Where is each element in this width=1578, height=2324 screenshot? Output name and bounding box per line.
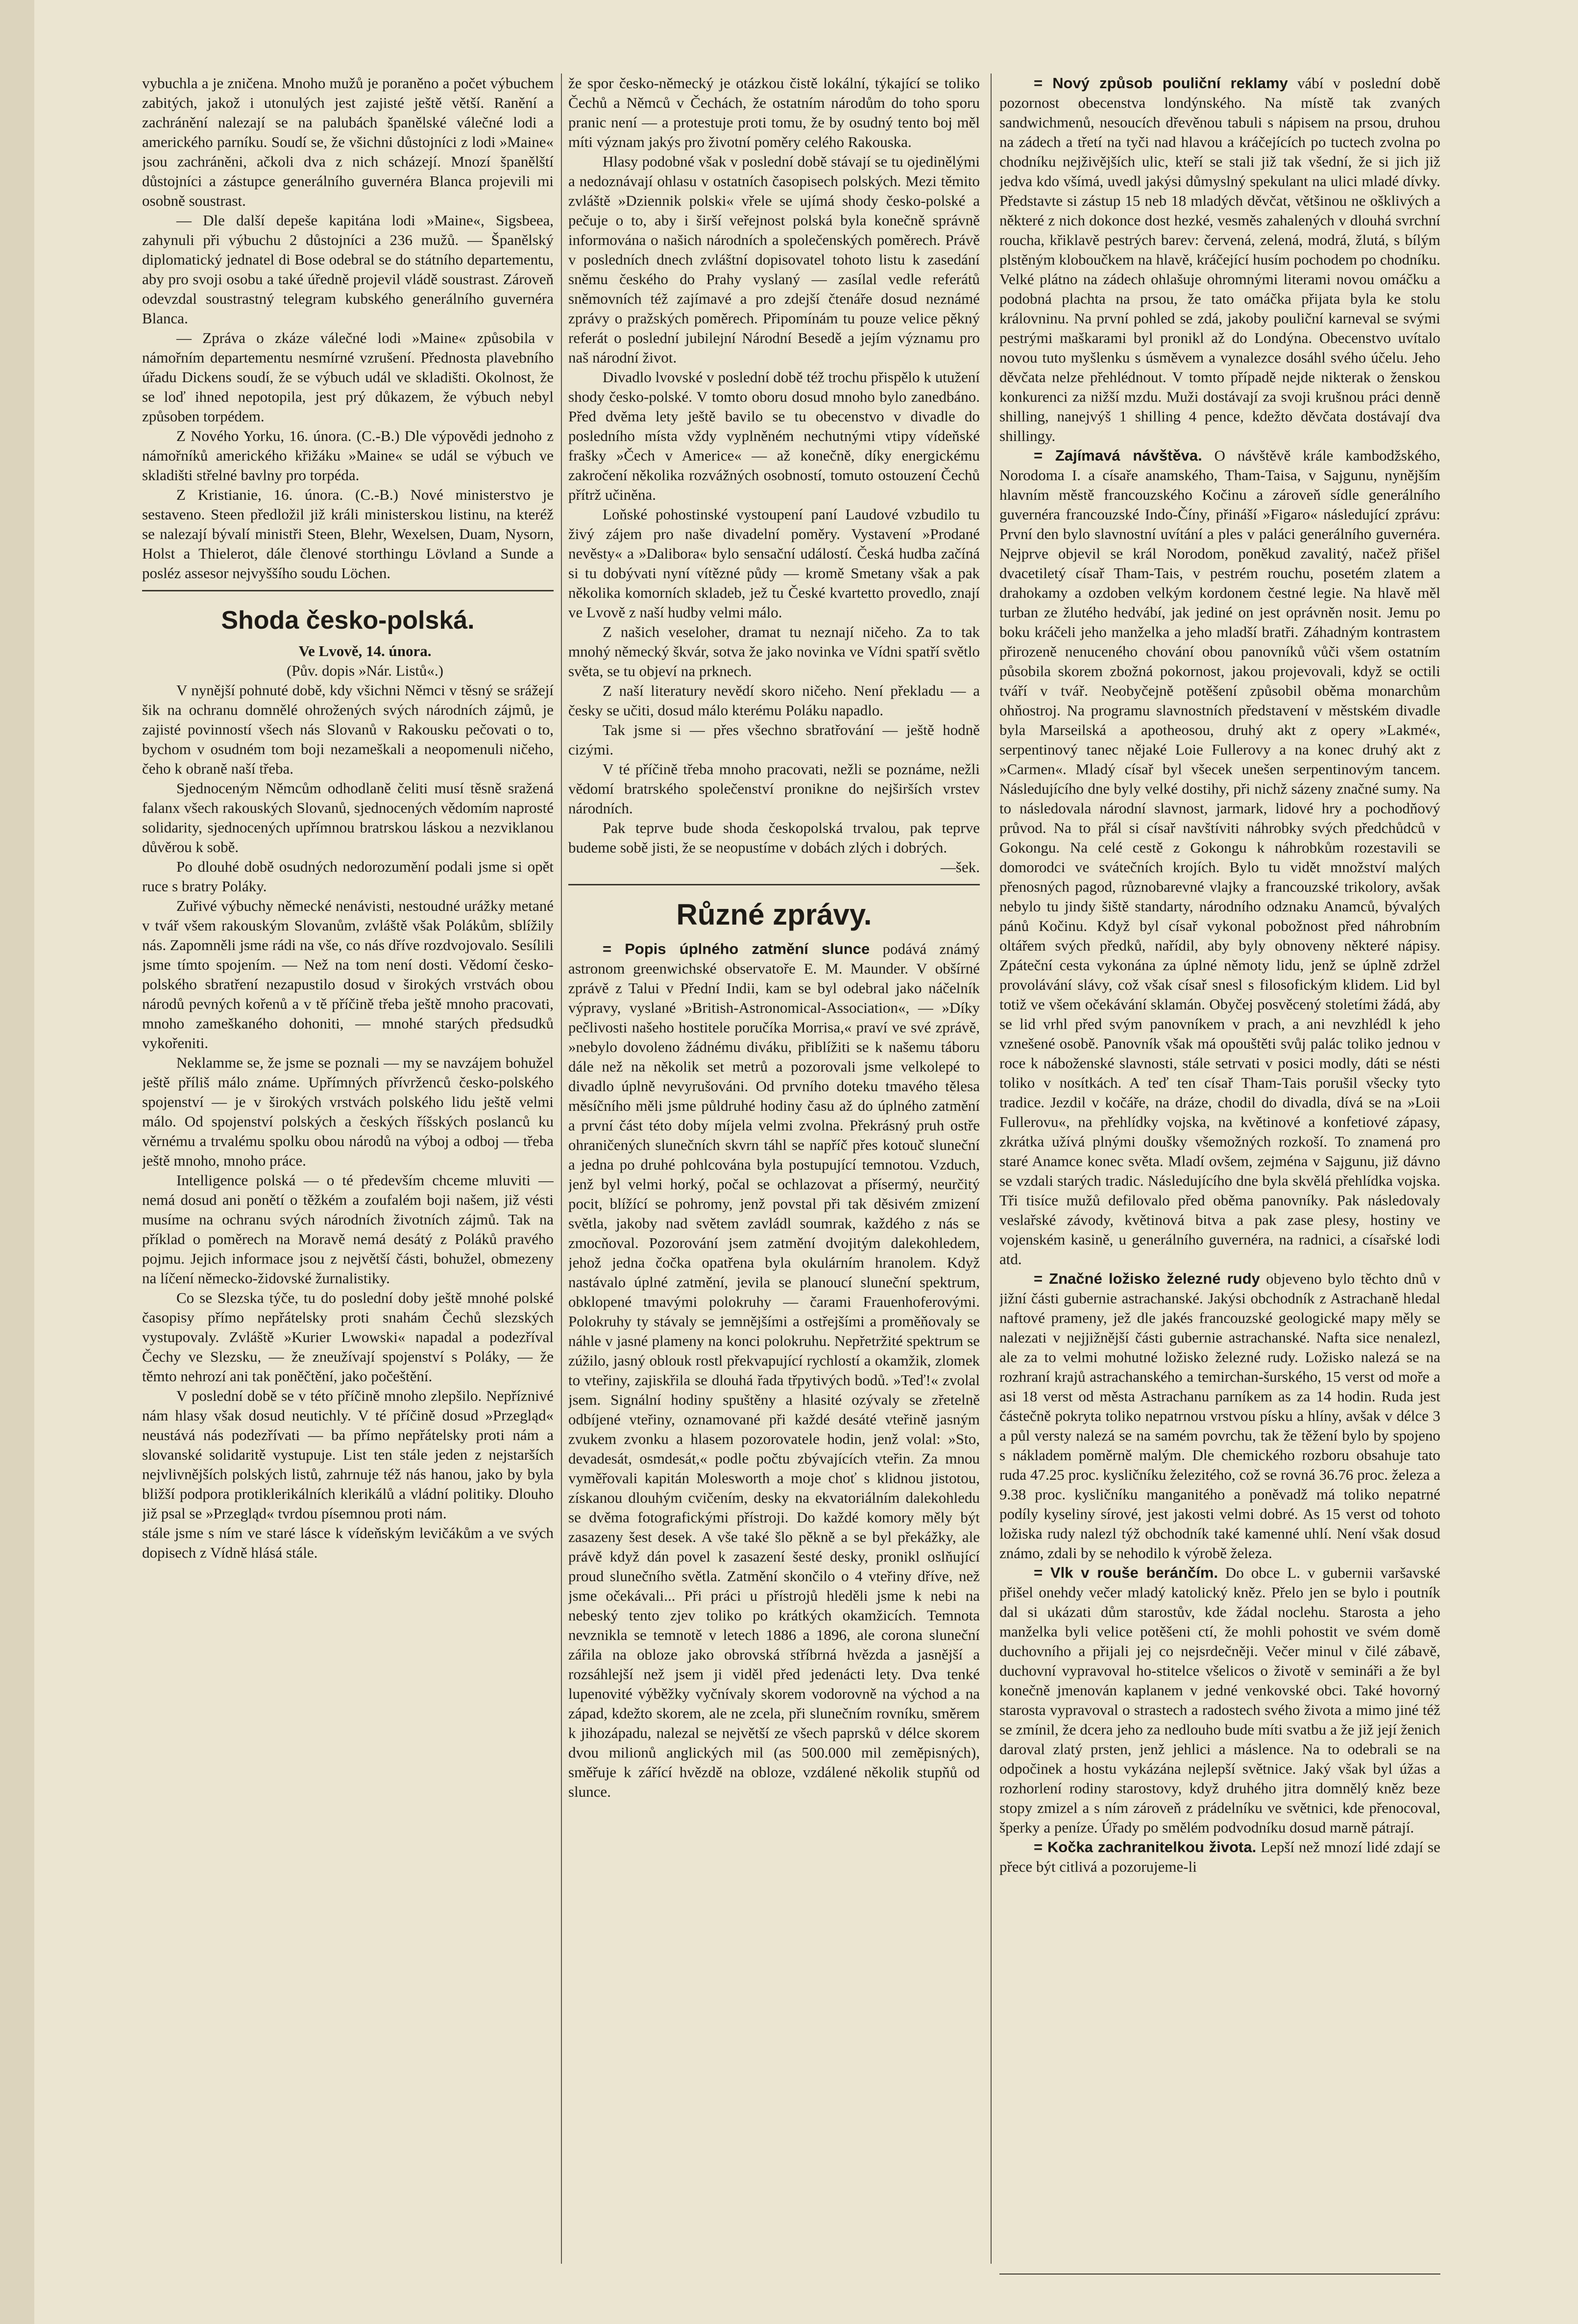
paragraph: Loňské pohostinské vystoupení paní Laudové vzbudilo tu živý zájem pro naše divadelní poměry. Vystavení »Prodané nevěsty« a »Dalibora« bylo sensační událostí. Česká hudba začíná si tu dobývati nyní vítězné půdy — kromě Smetany však a pak několika komorních skladeb, jež tu České kvartetto provedlo, znají ve Lvově z naší hudby velmi málo. bbox=[568, 506, 980, 621]
paragraph: Hlasy podobné však v poslední době stávají se tu ojedinělými a nedoznávají ohlasu v ostatních časopisech polských. Mezi těmito zvláště »Dziennik polski« vřele se ujímá shody česko-polské a pečuje o to, aby i širší veřejnost polská byla konečně správně informována o našich národních a společenských poměrech. Právě v posledních dnech zvláštní dopisovatel tohoto listu k zasedání sněmu českého do Prahy vyslaný — zasílal vedle referátů sněmovních též zajímavé a pro zdejší čtenáře dosud neznámé zprávy o pražských poměrech. Připomínám tu pouze velice pěkný referát o poslední jubilejní Národní Besedě a jejím významu pro naš národní život. bbox=[568, 153, 980, 366]
separator bbox=[142, 590, 554, 591]
news-item bbox=[999, 1563, 1440, 1837]
paragraph: Z našich veseloher, dramat tu neznají ničeho. Za to tak mnohý německý škvár, sotva že jako novinka ve Vídni spatří světlo světa, se tu objeví na prknech. bbox=[568, 623, 980, 680]
news-item-title: = Značné ložisko železné rudy bbox=[1034, 1270, 1260, 1287]
paragraph: V té příčině třeba mnoho pracovati, nežli se poznáme, nežli vědomí bratrského společenství pronikne do nejširších vrstev národních. bbox=[568, 760, 980, 817]
paragraph: Sjednoceným Němcům odhodlaně čeliti musí těsně sražená falanx všech rakouských Slovanů, sjednocených vědomím naprosté solidarity, sjednocených upřímnou bratrskou láskou a nezviklanou důvěrou k sobě. bbox=[142, 780, 554, 856]
news-item bbox=[999, 73, 1440, 446]
column-rule-2 bbox=[991, 73, 992, 2264]
page-edge bbox=[0, 0, 34, 2324]
article-heading: Shoda česko-polská. bbox=[221, 606, 475, 635]
paragraph: Divadlo lvovské v poslední době též trochu přispělo k utužení shody česko-polské. V tomto oboru dosud mnoho bylo zanedbáno. Před dvěma lety ještě bavilo se tu obecenstvo v divadle do posledního místa vždy vyplněném nechutnými vtipy vídeňské frašky »Čech v Americe« — až konečně, díky energickému zakročení několika rozvážných osobností, tomuto ostouzení Čechů přítrž učiněna. bbox=[568, 368, 980, 503]
paragraph: V poslední době se v této příčině mnoho zlepšilo. Nepříznivé nám hlasy však dosud neutichly. V té příčině dosud »Przegląd« neustává nás podezřívati — ba přímo nepřátelsky proti nám a slovanské solidaritě vystupuje. List ten stále jeden z nejstarších nejvlivnějších polských listů, zahrnuje též nás hanou, jako by byla bližší podpora protiklerikálních klerikálů a vládní politiky. Dlouho již psal se »Przegląd« tvrdou písemnou proti nám. bbox=[142, 1387, 554, 1522]
signature: —šek. bbox=[940, 858, 980, 876]
paragraph: Z Kristianie, 16. února. (C.-B.) Nové ministerstvo je sestaveno. Steen předložil již králi ministerskou listinu, na kteréž se nalezají bývalí ministři Steen, Blehr, Wexelsen, Duam, Nysorn, Holst a Thielerot, dále členové storthingu Lövland a Sunde a posléz assesor nejvyššího soudu Löchen. bbox=[142, 486, 554, 582]
news-item-title: = Popis úplného zatmění slunce bbox=[603, 940, 870, 957]
paragraph: Co se Slezska týče, tu do poslední doby ještě mnohé polské časopisy přímo nepřátelsky proti snahám Čechů slezských vystupovaly. Zvláště »Kurier Lwowski« napadal a podezříval Čechy ve Slezsku, — že zneužívají spojenství s Poláky, — že těmto nehrozí ani tak poněčtění, jako počeštění. bbox=[142, 1289, 554, 1385]
column-3 bbox=[999, 73, 1440, 2269]
news-item-title: = Kočka zachranitelkou života. bbox=[1034, 1838, 1257, 1856]
paragraph: Tak jsme si — přes všechno sbratřování — ještě hodně cizými. bbox=[568, 721, 980, 758]
news-item-title: = Zajímavá návštěva. bbox=[1034, 447, 1202, 464]
dateline: Ve Lvově, 14. února. bbox=[298, 642, 432, 660]
news-item bbox=[568, 939, 980, 1802]
paragraph: vybuchla a je zničena. Mnoho mužů je poraněno a počet výbuchem zabitých, jakož i utonulých jest zajisté ještě větší. Ranění a zachránění nalezají se na palubách španělské válečné lodi a amerického parníku. Soudí se, že všichni důstojníci z lodi »Maine« jsou zachráněni, ačkoli dva z nich scházejí. Mnozí španělští důstojníci a zástupce generálního guvernéra Blanca projevili mi osobně soustrast. bbox=[142, 74, 554, 209]
paragraph: V nynější pohnuté době, kdy všichni Němci v těsný se srážejí šik na ochranu domnělé ohrožených svých národních zájmů, je zajisté povinností všech nás Slovanů v Rakousku pečovati o to, bychom v osudném tom boji nezameškali a neopomenuli ničeho, čeho k obraně naší třeba. bbox=[142, 682, 554, 777]
news-item bbox=[999, 446, 1440, 1269]
news-item-text: podává známý astronom greenwichské observatoře E. M. Maunder. V obšírné zprávě z Talui v Přední Indii, kam se byl odebral jako náčelník výpravy, vyslané »British-Astronomical-Association«, — »Díky pečlivosti našeho hostitele poručíka Morrisa,« praví ve své zprávě, »nebylo dovoleno žádnému diváku, přiblížiti se k našemu táboru dále než na několik set metrů a pozorovali jsme velkolepé to divadlo úplně nevyrušováni. Od prvního doteku tmavého tělesa měsíčního měli jsme půldruhé hodiny času až do úplného zatmění a první část této doby míjela velmi zvolna. Překrásný pruh ostře ohraničených slunečních skvrn táhl se napříč přes kotouč sluneční a jedna po druhé pohlcována byla postupující temnotou. Vzduch, jenž byl velmi horký, počal se ochlazovat a přísermý, neurčitý pocit, blížící se pohromy, jenž povstal při tak děsivém zmizení světla, jakoby nad světem zavládl soumrak, každého z nás se zmocňoval. Pozorování jsem zatmění dvojitým dalekohledem, jehož jedna čočka opatřena byla okulárním hranolem. Když nastávalo úplné zatmění, jevila se planoucí sluneční spektrum, obklopené tmavými polokruhy — čarami Frauenhoferovými. Polokruhy ty stávaly se jemnějšími a ostřejšími a proměňovaly se náhle v jasné plameny na konci polokruhu. Nepřetržité spektrum se zúžilo, jasný oblouk rostl překvapující rychlostí a okamžik, zlomek to vteřiny, zajiskřila se dlouhá řada třpytivých bodů. »Teď!« zvolal jsem. Signální hodiny spuštěny a hlasité ozývaly se zřetelně odbíjené vteřiny, oznamované při každé desáté vteřině jasným zvukem zvonku a hlasem pozorovatele hodin, jenž volal: »Sto, devadesát, osmdesát,« podle počtu zbývajících vteřin. Za mnou vyměřovali kapitán Molesworth a moje choť s klidnou jistotou, získanou dlouhým cvičením, desky na ekvatoriálním dalekohledu se dvěma fotografickými přístroji. Do každé komory měly být zasazeny šest desek. A vše také šlo pěkně a se byl překážky, ale právě když dán povel k zasazení šesté desky, pronikl oslňující proud slunečního světla. Zatmění skončilo o 4 vteřiny dříve, než jsme očekávali... Při práci u přístrojů hleděli jsme k nebi na nebeský tento zjev toliko po krátkých okamžicích. Temnota nevznikla se temnotě v letech 1886 a 1896, ale corona sluneční zářila na obloze jako obrovská stříbrná hvězda a jasnější a rozsáhlejší než jsem ji viděl před jedenácti lety. Dva tenké lupenovité výběžky vyčnívaly skorem vodorovně na východ a na západ, kdežto skorem, ale ne zcela, při slunečním rovníku, směrem k jihozápadu, nalezal se největší ze všech paprsků v délce skorem dvou milionů anglických mil (as 500.000 mil zeměpisných), směřuje k zářící hvězdě na obloze, vzdálené několik stupňů od slunce. bbox=[568, 940, 980, 1800]
paragraph: Intelligence polská — o té především chceme mluviti — nemá dosud ani ponětí o těžkém a zoufalém boji našem, již vésti musíme na ochranu svých národních životních zájmů. Tak na příklad o poměrech na Moravě nemá desátý z Poláků pravého pojmu. Jejich informace jsou z největší části, bohužel, obmezeny na líčení německo-židovské žurnalistiky. bbox=[142, 1172, 554, 1287]
paragraph: Po dlouhé době osudných nedorozumění podali jsme si opět ruce s bratry Poláky. bbox=[142, 858, 554, 895]
column-1 bbox=[142, 73, 554, 2269]
paragraph: stále jsme s ním ve staré lásce k vídeňským levičákům a ve svých dopisech z Vídně hlásá stále. bbox=[142, 1524, 554, 1561]
news-item-text: objeveno bylo těchto dnů v jižní části gubernie astrachanské. Jakýsi obchodník z Astrachaně hledal naftové prameny, jež dle jakés francouzské geologické mapy měly se nalezati v nejjižnější části gubernie astrachanské. Nafta sice nenalezl, ale za to velmi mohutné ložisko železné rudy. Ložisko nalezá se na rozhraní krajů astrachanského a temirchan-šurského, 15 verst od moře a asi 18 verst od města Astrachanu parníkem as za 14 hodin. Ruda jest částečně pokryta toliko nepatrnou vrstvou písku a hlíny, avšak v délce 3 a půl versty nalezá se na samém povrchu, tak že těžení bylo by spojeno s nákladem poměrně malým. Dle chemického rozboru obsahuje tato ruda 47.25 proc. kysličníku železitého, což se rovná 36.76 proc. železa a 9.38 proc. kysličníku manganitého a poněvadž má toliko nepatrné podíly kyseliny sírové, jest jakosti velmi dobré. As 15 verst od tohoto ložiska rudy nalezl týž obchodník také kamenné uhlí. Není však dosud známo, zdali by se nehodilo k výrobě železa. bbox=[999, 1270, 1440, 1562]
separator bbox=[568, 884, 980, 885]
news-item-text: Do obce L. v gubernii varšavské přišel onehdy večer mladý katolický kněz. Přelo jen se bylo i poutník dal si ukázati dům starostův, kde žádal noclehu. Starosta a jeho manželka byli velice potěšeni ctí, že mohli pohostit ve svém domě duchovního a přijali jej co nejsrdečněji. Večer minul v čilé zábavě, duchovní vypravoval ho-stitelce všelicos o životě v semináři a že byl konečně jmenován kaplanem v jedné venkovské obci. Také hovorný starosta vypravoval o strastech a radostech svého života a mimo jiné též se zmínil, že dcera jeho za nedlouho bude míti svatbu a že již její ženich daroval zlatý prsten, jenž jehlici a máslence. Na to odebrali se na odpočinek a hostu vykázána nejlepší světnice. Jaký však byl úžas a rozhorlení rodiny starostovy, když druhého jitra domnělý kněz beze stopy zmizel a s ním zároveň z prádelníku ve světnici, kde přenocoval, šperky a peníze. Úřady po smělém podvodníku dosud marně pátrají. bbox=[999, 1564, 1440, 1836]
news-item-title: = Nový způsob pouliční reklamy bbox=[1034, 74, 1288, 92]
source-note: (Pův. dopis »Nár. Listů«.) bbox=[286, 662, 444, 679]
paragraph: Neklamme se, že jsme se poznali — my se navzájem bohužel ještě příliš málo známe. Upřímných přívrženců česko-polského spojenství — je v širokých vrstvách polského lidu ještě velmi málo. Od spojenství polských a českých říšských poslanců ku věrnému a trvalému spolku obou národů na výboj a odboj — třeba ještě mnoho, mnoho práce. bbox=[142, 1054, 554, 1169]
paragraph: Z naší literatury nevědí skoro ničeho. Není překladu — a česky se učiti, dosud málo kterému Poláku napadlo. bbox=[568, 682, 980, 719]
news-item bbox=[999, 1269, 1440, 1563]
paragraph: že spor česko-německý je otázkou čistě lokální, týkající se toliko Čechů a Němců v Čechách, že ostatním národům do toho sporu pranic není — a protestuje proti tomu, že by osudný tento boj měl míti význam jakýs pro životní poměry celého Rakouska. bbox=[568, 74, 980, 150]
bottom-rule bbox=[999, 2274, 1440, 2275]
news-item bbox=[999, 1837, 1440, 1877]
paragraph: — Dle další depeše kapitána lodi »Maine«, Sigsbeea, zahynuli při výbuchu 2 důstojníci a 236 mužů. — Španělský diplomatický jednatel di Bose odebral se do státního departementu, aby pro svoji osobu a také úředně projevil vládě soustrast. Zároveň odevzdal soustrastný telegram kubského generálního guvernéra Blanca. bbox=[142, 212, 554, 327]
paragraph: Pak teprve bude shoda českopolská trvalou, pak teprve budeme sobě jisti, že se neopustíme v dobách zlých i dobrých. bbox=[568, 819, 980, 856]
column-rule-1 bbox=[561, 73, 562, 2264]
paragraph: — Zpráva o zkáze válečné lodi »Maine« způsobila v námořním departementu nesmírné vzrušení. Přednosta plavebního úřadu Dickens soudí, že se výbuch udál ve skladišti. Okolnost, že se loď ihned nepotopila, jest prý důkazem, že výbuch nebyl způsoben torpédem. bbox=[142, 329, 554, 425]
section-heading: Různé zprávy. bbox=[676, 898, 872, 931]
news-item-title: = Vlk v rouše beránčím. bbox=[1034, 1564, 1218, 1581]
news-item-text: O návštěvě krále kambodžského, Norodoma I. a císaře anamského, Tham-Taisa, v Sajgunu, nynějším hlavním městě francouzského Kočinu a zároveň sídle generálního guvernéra francouzské Indo-Číny, přináší »Figaro« následující zprávu: První den bylo slavnostní uvítání a ples v paláci generálního guvernéra. Nejprve objevil se král Norodom, poněkud zavalitý, načež přišel dvacetiletý císař Tham-Tais, v pestrém rouchu, posetém zlatem a drahokamy a ozdoben velkým kordonem čestné legie. Na hlavě měl turban ze žlutého hedvábí, jak jediné on jest oprávněn nosit. Jemu po boku kráčeli jeho manželka a jeho mladší bratři. Záhadným kontrastem přirozeně nenuceného chování obou panovníků vůči všem ostatním působila skorem zbožná pokornost, jakou projevovali, když se octili tváří v tvář. Neobyčejně potěšení způsobil oběma monarchům ohňostroj. Na programu slavnostních představení v městském divadle byla Marseilská a apotheosou, druhý akt z opery »Lakmé«, serpentinový tanec nějaké Loie Fullerovy a na konec druhý akt z »Carmen«. Mladý císař byl všecek unešen serpentinovým tancem. Následujícího dne byly velké dostihy, při nichž sázeny značné sumy. Na to následovala národní slavnost, jarmark, lidové hry a pochodňový průvod. Na to přál si císař navštíviti náhrobky svých předchůdců v Gokongu. Na celé cestě z Gokongu k náhrobkům rozestavili se domorodci ve svátečních krojích. Bylo tu vidět množství malých přenosných pagod, různobarevné vlajky a francouzské trikolory, avšak nebylo tu jindy šiště standarty, národního odznaku Anamců, bývalých pánů Kočinu. Když byl císař vykonal pobožnost před náhrobním oltářem svých předků, nařídil, aby byly obnoveny některé nápisy. Zpáteční cesta vykonána za úplné němoty lidu, jenž se úplně zdržel provolávání slávy, což však císař snesl s filosofickým klidem. Lid byl totiž ve všem očekávání sklamán. Obyčej posvěcený stoletími žádá, aby se lid vrhl před svým panovníkem v prach, a ani nevzhlédl k jeho vznešené osobě. Panovník však má opouštěti svůj palác toliko jednou v roce k náboženské slavnosti, stále setrvati v posici modly, dáti se nésti toliko v nosítkách. A teď ten císař Tham-Tais porušil všecky tyto tradice. Jezdil v kočáře, na dráze, chodil do divadla, dívá se na »Loii Fullerovu«, na přehlídky vojska, na květinové a konfetiové zápasy, zkrátka užívá plnými doušky všemožných rozkoší. To znamená pro staré Anamce konec světa. Mladí ovšem, zejména v Sajgunu, již dávno se vzdali starých tradic. Následujícího dne byla skvělá přehlídka vojska. Tři tisíce mužů defilovalo před oběma panovníky. Pak následovaly veslařské závody, květinová bitva a pak zase plesy, hostiny ve vojenském kasině, u generálního guvernéra, na radnici, a císařské lodi atd. bbox=[999, 447, 1440, 1268]
column-2 bbox=[568, 73, 980, 2269]
news-item-text: Lepší než mnozí lidé zdají se přece být citlivá a pozorujeme-li bbox=[999, 1838, 1440, 1875]
paragraph: Zuřivé výbuchy německé nenávisti, nestoudné urážky metané v tvář všem rakouským Slovanům, zvláště však Polákům, sblížily nás. Zapomněli jsme rádi na vše, co nás dříve rozdvojovalo. Sesílili jsme tímto spojením. — Než na tom není dosti. Vědomí česko-polského sbratření nezapustilo dosud v širokých vrstvách obou národů pevných kořenů a v tě příčině třeba ještě mnoho pracovati, mnoho zameškaného dohoniti, — mnohé starých předsudků vykořeniti. bbox=[142, 897, 554, 1052]
paragraph: Z Nového Yorku, 16. února. (C.-B.) Dle výpovědi jednoho z námořníků amerického křižáku »Maine« se udál se výbuch ve skladišti střelné bavlny pro torpéda. bbox=[142, 427, 554, 484]
news-item-text: vábí v poslední době pozornost obecenstva londýnského. Na místě tak zvaných sandwichmenů, nesoucích dřevěnou tabuli s nápisem na prsou, druhou na zádech a třetí na tyči nad hlavou a kráčejících po tuctech zvolna po chodníku nejživějších ulic, kteří se stali již tak všední, že si jich již jedva kdo všímá, uvedl jakýsi důmyslný spekulant na ulici mladé dívky. Představte si zástup 15 neb 18 mladých děvčat, většinou ne ošklivých a některé z nich dokonce dost hezké, vesměs zahalených v dlouhá svrchní roucha, křiklavě pestrých barev: červená, zelená, modrá, žlutá, s bílým plstěným kloboučkem na hlavě, kráčející husím pochodem po chodníku. Velké plátno na zádech ohlašuje ohromnými literami novou omáčku a podobná plachta na prsou, že tato omáčka přijata byla ke stolu královninu. Na první pohled se zdá, jakoby pouliční karneval se svými pestrými maškarami byl pronikl až do Londýna. Obecenstvo uvítalo novou tuto myšlenku s úsměvem a vynalezce dosáhl svého účelu. Jeho děvčata nelze přehlédnout. V tomto případě nejde nikterak o ženskou konkurenci za nižší mzdu. Muži dostávají za svoji krušnou práci denně shilling, nanejvýš 1 shilling 4 pence, kdežto děvčata dostávají dva shillingy. bbox=[999, 74, 1440, 444]
